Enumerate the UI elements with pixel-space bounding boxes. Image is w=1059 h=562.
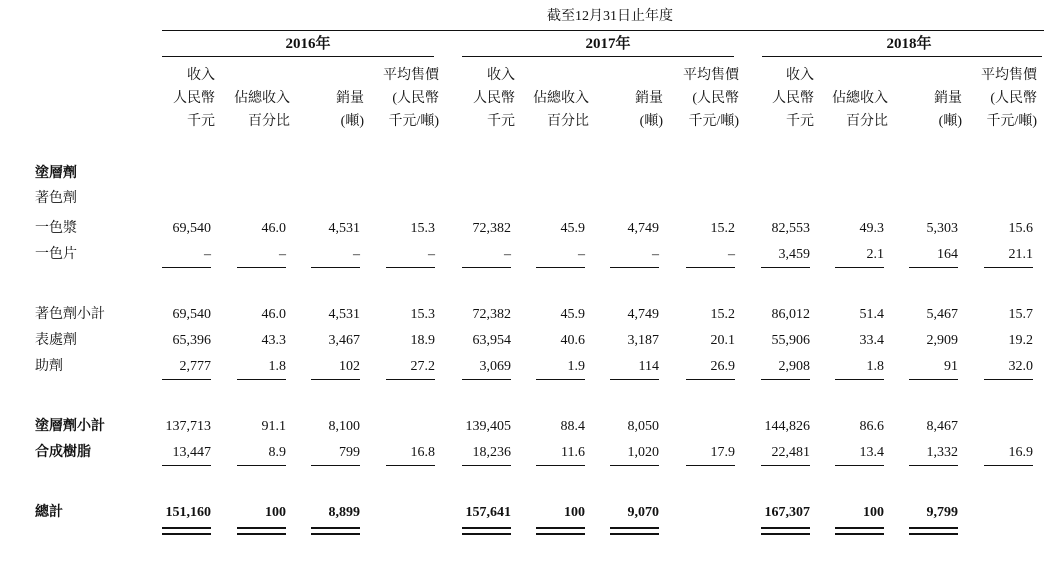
row-auxiliary-avg-price-2018: 32.0 xyxy=(1008,359,1033,374)
rule-2017-avg-price xyxy=(686,267,735,268)
col-header-revenue-2018-line-1: 人民幣 xyxy=(772,91,814,106)
row-grand-total-volume-2017: 9,070 xyxy=(627,505,659,520)
row-paste-avg-price-2018: 15.6 xyxy=(1008,221,1033,236)
col-header-avg-price-2018-line-2: 千元/噸) xyxy=(986,114,1037,129)
row-synthetic-resin-pct-2016: 8.9 xyxy=(268,445,286,460)
col-header-pct-2017-line-0: 佔總收入 xyxy=(533,91,589,106)
row-colorant-subtotal-avg-price-2016: 15.3 xyxy=(410,307,435,322)
row-chip-volume-2018: 164 xyxy=(937,247,958,262)
col-header-volume-2018-line-0: 銷量 xyxy=(934,91,962,106)
col-header-revenue-2016-line-2: 千元 xyxy=(187,114,215,129)
row-surface-agent-volume-2016: 3,467 xyxy=(328,333,360,348)
row-coating-subtotal-pct-2016: 91.1 xyxy=(261,419,286,434)
row-surface-agent-pct-2016: 43.3 xyxy=(261,333,286,348)
col-header-avg-price-2016-line-0: 平均售價 xyxy=(383,68,439,83)
rule-2018-avg-price xyxy=(984,267,1033,268)
col-header-volume-2018-line-1: (噸) xyxy=(938,114,962,129)
row-colorant-subtotal-volume-2016: 4,531 xyxy=(328,307,360,322)
col-header-avg-price-2017-line-1: (人民幣 xyxy=(692,91,739,106)
row-chip-label: 一色片 xyxy=(35,247,77,262)
row-auxiliary-revenue-2016: 2,777 xyxy=(179,359,211,374)
col-header-volume-2016-line-1: (噸) xyxy=(340,114,364,129)
rule-2018-revenue xyxy=(761,527,810,535)
row-coating-subtotal-pct-2018: 86.6 xyxy=(859,419,884,434)
row-colorant-subtotal-revenue-2016: 69,540 xyxy=(172,307,211,322)
row-grand-total-pct-2016: 100 xyxy=(265,505,286,520)
rule-2016-volume xyxy=(311,379,360,380)
row-colorant-subtotal-avg-price-2017: 15.2 xyxy=(710,307,735,322)
row-grand-total-volume-2016: 8,899 xyxy=(328,505,360,520)
year-2016-rule xyxy=(162,56,434,57)
row-chip-revenue-2017: – xyxy=(504,247,511,262)
rule-2016-volume xyxy=(311,267,360,268)
row-chip-revenue-2016: – xyxy=(204,247,211,262)
row-auxiliary-label: 助劑 xyxy=(35,359,63,374)
year-2017-rule xyxy=(462,56,734,57)
row-paste-pct-2018: 49.3 xyxy=(859,221,884,236)
rule-2016-pct xyxy=(237,379,286,380)
row-coating-subtotal-revenue-2017: 139,405 xyxy=(465,419,511,434)
row-surface-agent-volume-2018: 2,909 xyxy=(926,333,958,348)
rule-2016-revenue xyxy=(162,527,211,535)
rule-2018-volume xyxy=(909,465,958,466)
row-auxiliary-avg-price-2017: 26.9 xyxy=(710,359,735,374)
col-header-pct-2017-line-1: 百分比 xyxy=(547,114,589,129)
row-chip-avg-price-2018: 21.1 xyxy=(1008,247,1033,262)
rule-2018-volume xyxy=(909,379,958,380)
row-grand-total-revenue-2017: 157,641 xyxy=(465,505,511,520)
row-colorant-subtotal-revenue-2018: 86,012 xyxy=(771,307,810,322)
rule-2018-volume xyxy=(909,527,958,535)
rule-2016-avg-price xyxy=(386,379,435,380)
rule-2017-avg-price xyxy=(686,379,735,380)
rule-2016-volume xyxy=(311,465,360,466)
col-header-volume-2017-line-0: 銷量 xyxy=(635,91,663,106)
year-2016-header: 2016年 xyxy=(285,36,331,52)
row-surface-agent-revenue-2017: 63,954 xyxy=(472,333,511,348)
row-surface-agent-pct-2018: 33.4 xyxy=(859,333,884,348)
row-paste-avg-price-2017: 15.2 xyxy=(710,221,735,236)
row-coating-subtotal-volume-2017: 8,050 xyxy=(627,419,659,434)
row-paste-volume-2017: 4,749 xyxy=(627,221,659,236)
row-chip-volume-2017: – xyxy=(652,247,659,262)
rule-2017-revenue xyxy=(462,465,511,466)
row-synthetic-resin-volume-2018: 1,332 xyxy=(926,445,958,460)
rule-2016-avg-price xyxy=(386,465,435,466)
row-synthetic-resin-pct-2018: 13.4 xyxy=(859,445,884,460)
row-colorant-subtotal-label: 著色劑小計 xyxy=(35,307,105,322)
row-paste-revenue-2018: 82,553 xyxy=(771,221,810,236)
row-coating-subtotal-volume-2018: 8,467 xyxy=(926,419,958,434)
row-synthetic-resin-avg-price-2016: 16.8 xyxy=(410,445,435,460)
row-surface-agent-avg-price-2018: 19.2 xyxy=(1008,333,1033,348)
col-header-revenue-2017-line-2: 千元 xyxy=(487,114,515,129)
rule-2018-pct xyxy=(835,379,884,380)
col-header-revenue-2018-line-2: 千元 xyxy=(786,114,814,129)
col-header-avg-price-2016-line-1: (人民幣 xyxy=(392,91,439,106)
row-paste-volume-2018: 5,303 xyxy=(926,221,958,236)
rule-2018-pct xyxy=(835,527,884,535)
row-coating-subtotal-label: 塗層劑小計 xyxy=(35,419,105,434)
row-grand-total-pct-2018: 100 xyxy=(863,505,884,520)
row-surface-agent-volume-2017: 3,187 xyxy=(627,333,659,348)
row-auxiliary-pct-2017: 1.9 xyxy=(567,359,585,374)
rule-2018-revenue xyxy=(761,379,810,380)
rule-2017-pct xyxy=(536,465,585,466)
row-synthetic-resin-avg-price-2017: 17.9 xyxy=(710,445,735,460)
row-synthetic-resin-label: 合成樹脂 xyxy=(35,445,91,460)
rule-2017-pct xyxy=(536,379,585,380)
period-title: 截至12月31日止年度 xyxy=(547,9,673,24)
row-chip-revenue-2018: 3,459 xyxy=(778,247,810,262)
row-grand-total-pct-2017: 100 xyxy=(564,505,585,520)
rule-2018-pct xyxy=(835,267,884,268)
period-rule xyxy=(162,30,1044,31)
rule-2017-pct xyxy=(536,527,585,535)
row-colorant-subtotal-avg-price-2018: 15.7 xyxy=(1008,307,1033,322)
row-chip-volume-2016: – xyxy=(353,247,360,262)
row-synthetic-resin-pct-2017: 11.6 xyxy=(561,445,585,460)
rule-2017-volume xyxy=(610,267,659,268)
col-header-revenue-2018-line-0: 收入 xyxy=(786,68,814,83)
row-coating-subtotal-revenue-2018: 144,826 xyxy=(764,419,810,434)
row-paste-volume-2016: 4,531 xyxy=(328,221,360,236)
row-colorant-subtotal-volume-2018: 5,467 xyxy=(926,307,958,322)
row-colorant-subtotal-revenue-2017: 72,382 xyxy=(472,307,511,322)
row-auxiliary-avg-price-2016: 27.2 xyxy=(410,359,435,374)
rule-2016-revenue xyxy=(162,267,211,268)
rule-2017-revenue xyxy=(462,527,511,535)
rule-2016-pct xyxy=(237,527,286,535)
row-auxiliary-volume-2018: 91 xyxy=(944,359,958,374)
row-auxiliary-pct-2018: 1.8 xyxy=(866,359,884,374)
row-auxiliary-volume-2016: 102 xyxy=(339,359,360,374)
row-colorant-subtotal-pct-2017: 45.9 xyxy=(560,307,585,322)
row-grand-total-revenue-2016: 151,160 xyxy=(165,505,211,520)
row-grand-total-volume-2018: 9,799 xyxy=(926,505,958,520)
rule-2016-pct xyxy=(237,465,286,466)
row-chip-pct-2016: – xyxy=(279,247,286,262)
rule-2016-avg-price xyxy=(386,267,435,268)
row-surface-agent-revenue-2018: 55,906 xyxy=(771,333,810,348)
rule-2016-pct xyxy=(237,267,286,268)
row-colorant-subtotal-pct-2016: 46.0 xyxy=(261,307,286,322)
section-heading: 塗層劑 xyxy=(35,166,77,181)
row-chip-pct-2017: – xyxy=(578,247,585,262)
row-grand-total-revenue-2018: 167,307 xyxy=(764,505,810,520)
row-chip-avg-price-2016: – xyxy=(428,247,435,262)
rule-2017-revenue xyxy=(462,379,511,380)
rule-2017-pct xyxy=(536,267,585,268)
rule-2018-avg-price xyxy=(984,465,1033,466)
year-2018-rule xyxy=(762,56,1042,57)
row-chip-avg-price-2017: – xyxy=(728,247,735,262)
rule-2017-revenue xyxy=(462,267,511,268)
rule-2018-revenue xyxy=(761,465,810,466)
rule-2018-volume xyxy=(909,267,958,268)
col-header-avg-price-2018-line-1: (人民幣 xyxy=(990,91,1037,106)
col-header-revenue-2017-line-1: 人民幣 xyxy=(473,91,515,106)
subheading: 著色劑 xyxy=(35,191,77,206)
row-auxiliary-revenue-2018: 2,908 xyxy=(778,359,810,374)
row-surface-agent-avg-price-2016: 18.9 xyxy=(410,333,435,348)
row-auxiliary-pct-2016: 1.8 xyxy=(268,359,286,374)
col-header-avg-price-2018-line-0: 平均售價 xyxy=(981,68,1037,83)
col-header-pct-2018-line-1: 百分比 xyxy=(846,114,888,129)
rule-2016-revenue xyxy=(162,465,211,466)
col-header-volume-2017-line-1: (噸) xyxy=(639,114,663,129)
col-header-avg-price-2017-line-0: 平均售價 xyxy=(683,68,739,83)
row-paste-pct-2016: 46.0 xyxy=(261,221,286,236)
row-paste-label: 一色漿 xyxy=(35,221,77,236)
row-colorant-subtotal-pct-2018: 51.4 xyxy=(859,307,884,322)
rule-2017-volume xyxy=(610,465,659,466)
row-paste-revenue-2017: 72,382 xyxy=(472,221,511,236)
rule-2017-avg-price xyxy=(686,465,735,466)
row-synthetic-resin-revenue-2016: 13,447 xyxy=(172,445,211,460)
row-surface-agent-revenue-2016: 65,396 xyxy=(172,333,211,348)
rule-2016-volume xyxy=(311,527,360,535)
col-header-volume-2016-line-0: 銷量 xyxy=(336,91,364,106)
row-auxiliary-volume-2017: 114 xyxy=(638,359,659,374)
row-coating-subtotal-pct-2017: 88.4 xyxy=(560,419,585,434)
row-auxiliary-revenue-2017: 3,069 xyxy=(479,359,511,374)
col-header-avg-price-2017-line-2: 千元/噸) xyxy=(688,114,739,129)
row-surface-agent-pct-2017: 40.6 xyxy=(560,333,585,348)
row-paste-avg-price-2016: 15.3 xyxy=(410,221,435,236)
row-synthetic-resin-revenue-2017: 18,236 xyxy=(472,445,511,460)
year-2017-header: 2017年 xyxy=(585,36,631,52)
col-header-revenue-2016-line-1: 人民幣 xyxy=(173,91,215,106)
year-2018-header: 2018年 xyxy=(886,36,932,52)
row-synthetic-resin-volume-2016: 799 xyxy=(339,445,360,460)
rule-2018-avg-price xyxy=(984,379,1033,380)
col-header-revenue-2016-line-0: 收入 xyxy=(187,68,215,83)
col-header-revenue-2017-line-0: 收入 xyxy=(487,68,515,83)
row-coating-subtotal-revenue-2016: 137,713 xyxy=(165,419,211,434)
col-header-pct-2018-line-0: 佔總收入 xyxy=(832,91,888,106)
col-header-avg-price-2016-line-2: 千元/噸) xyxy=(388,114,439,129)
col-header-pct-2016-line-1: 百分比 xyxy=(248,114,290,129)
row-coating-subtotal-volume-2016: 8,100 xyxy=(328,419,360,434)
rule-2017-volume xyxy=(610,379,659,380)
rule-2016-revenue xyxy=(162,379,211,380)
row-colorant-subtotal-volume-2017: 4,749 xyxy=(627,307,659,322)
row-surface-agent-avg-price-2017: 20.1 xyxy=(710,333,735,348)
row-chip-pct-2018: 2.1 xyxy=(866,247,884,262)
row-synthetic-resin-revenue-2018: 22,481 xyxy=(771,445,810,460)
rule-2018-revenue xyxy=(761,267,810,268)
row-surface-agent-label: 表處劑 xyxy=(35,333,77,348)
row-grand-total-label: 總計 xyxy=(35,505,63,520)
row-synthetic-resin-avg-price-2018: 16.9 xyxy=(1008,445,1033,460)
col-header-pct-2016-line-0: 佔總收入 xyxy=(234,91,290,106)
rule-2017-volume xyxy=(610,527,659,535)
row-synthetic-resin-volume-2017: 1,020 xyxy=(627,445,659,460)
row-paste-pct-2017: 45.9 xyxy=(560,221,585,236)
row-paste-revenue-2016: 69,540 xyxy=(172,221,211,236)
rule-2018-pct xyxy=(835,465,884,466)
